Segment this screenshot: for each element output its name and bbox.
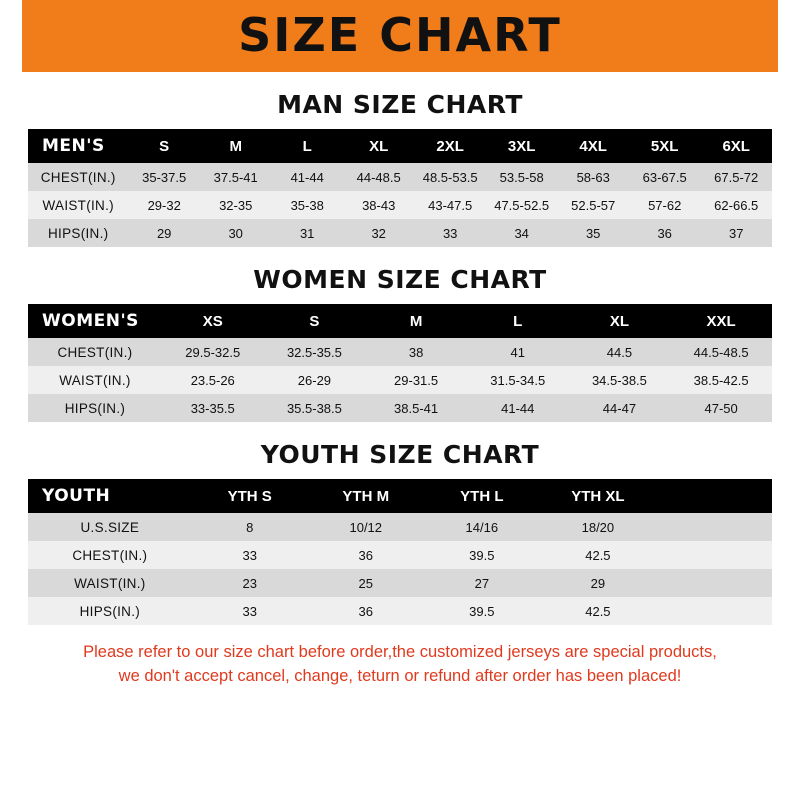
men-table-body: [28, 163, 772, 247]
women-hips-l: 41-44: [501, 400, 535, 416]
page-title: SIZE CHART: [238, 8, 562, 62]
table-header-row: [28, 304, 772, 338]
chart-content: [0, 90, 800, 689]
youth-waist-l: 27: [474, 575, 490, 591]
women-waist-l: 31.5-34.5: [490, 372, 546, 388]
women-chest-xl: 44.5: [606, 344, 633, 360]
men-waist-l: 35-38: [290, 197, 324, 213]
men-header-3xl: 3XL: [507, 137, 536, 155]
men-hips-label: HIPS(IN.): [47, 225, 109, 241]
table-row: [28, 338, 772, 366]
header-left-margin: [0, 0, 22, 72]
table-row: [28, 366, 772, 394]
women-header-xl: XL: [609, 312, 630, 330]
men-header-6xl: 6XL: [722, 137, 750, 155]
men-chest-m: 37.5-41: [213, 169, 258, 185]
youth-header-m: YTH M: [342, 487, 390, 505]
women-chest-label: CHEST(IN.): [57, 344, 133, 360]
men-chest-xl: 44-48.5: [356, 169, 401, 185]
men-section-title: MAN SIZE CHART: [277, 90, 523, 119]
men-waist-label: WAIST(IN.): [42, 197, 114, 213]
youth-hips-label: HIPS(IN.): [79, 603, 141, 619]
women-header-xxl: XXL: [706, 312, 736, 330]
men-size-table: [28, 129, 772, 247]
youth-section-title: YOUTH SIZE CHART: [260, 440, 540, 469]
youth-chest-l: 39.5: [469, 547, 495, 563]
women-hips-s: 35.5-38.5: [286, 400, 342, 416]
men-header-l: L: [302, 137, 312, 155]
youth-chest-m: 36: [358, 547, 373, 563]
youth-header-s: YTH S: [227, 487, 272, 505]
youth-table-header: [28, 479, 772, 513]
men-chest-3xl: 53.5-58: [499, 169, 544, 185]
youth-header-l: YTH L: [460, 487, 504, 505]
women-waist-s: 26-29: [297, 372, 332, 388]
women-chest-m: 38: [408, 344, 424, 360]
youth-ussize-l: 14/16: [465, 519, 499, 535]
footer-disclaimer: [28, 641, 772, 689]
youth-waist-m: 25: [358, 575, 373, 591]
youth-hips-blank: [656, 597, 772, 625]
table-row: [28, 569, 772, 597]
youth-chest-xl: 42.5: [585, 547, 611, 563]
men-waist-5xl: 57-62: [648, 197, 682, 213]
men-chest-6xl: 67.5-72: [714, 169, 759, 185]
youth-hips-s: 33: [242, 603, 257, 619]
women-table-header: [28, 304, 772, 338]
women-hips-m: 38.5-41: [394, 400, 439, 416]
women-header-s: S: [309, 312, 320, 330]
youth-chest-blank: [656, 541, 772, 569]
men-waist-6xl: 62-66.5: [714, 197, 759, 213]
youth-ussize-blank: [656, 513, 772, 541]
women-hips-xs: 33-35.5: [190, 400, 235, 416]
men-chest-l: 41-44: [290, 169, 324, 185]
women-header-xs: XS: [202, 312, 223, 330]
men-waist-s: 29-32: [147, 197, 181, 213]
table-row: [28, 163, 772, 191]
men-waist-4xl: 52.5-57: [571, 197, 616, 213]
footer-line-2: we don't accept cancel, change, teturn or refund after order has been placed!: [118, 666, 682, 685]
men-hips-l: 31: [299, 225, 315, 241]
men-table-header: [28, 129, 772, 163]
youth-chest-s: 33: [242, 547, 257, 563]
men-header-label: MEN'S: [42, 136, 105, 156]
header-right-margin: [778, 0, 800, 72]
men-chest-5xl: 63-67.5: [642, 169, 687, 185]
women-size-table: [28, 304, 772, 422]
women-header-label: WOMEN'S: [42, 311, 139, 331]
men-hips-s: 29: [156, 225, 172, 241]
men-header-m: M: [229, 137, 242, 155]
men-hips-2xl: 33: [442, 225, 458, 241]
table-row: [28, 597, 772, 625]
women-hips-xxl: 47-50: [704, 400, 738, 416]
youth-ussize-s: 8: [246, 519, 254, 535]
youth-size-table: [28, 479, 772, 625]
women-section-title: WOMEN SIZE CHART: [253, 265, 547, 294]
women-hips-xl: 44-47: [602, 400, 637, 416]
men-header-4xl: 4XL: [579, 137, 607, 155]
table-row: [28, 219, 772, 247]
men-chest-label: CHEST(IN.): [40, 169, 116, 185]
men-hips-4xl: 35: [585, 225, 601, 241]
women-chest-xs: 29.5-32.5: [185, 344, 241, 360]
men-waist-2xl: 43-47.5: [428, 197, 473, 213]
women-chest-l: 41: [510, 344, 525, 360]
youth-hips-m: 36: [358, 603, 373, 619]
table-header-row: [28, 129, 772, 163]
men-header-s: S: [159, 137, 170, 155]
men-header-2xl: 2XL: [436, 137, 464, 155]
women-chest-xxl: 44.5-48.5: [693, 344, 749, 360]
youth-ussize-xl: 18/20: [581, 519, 615, 535]
women-waist-label: WAIST(IN.): [59, 372, 131, 388]
men-hips-m: 30: [228, 225, 243, 241]
men-chest-2xl: 48.5-53.5: [422, 169, 478, 185]
men-chest-s: 35-37.5: [142, 169, 187, 185]
youth-waist-blank: [656, 569, 772, 597]
men-hips-6xl: 37: [728, 225, 744, 241]
women-header-m: M: [409, 312, 423, 330]
youth-waist-label: WAIST(IN.): [74, 575, 146, 591]
table-row: [28, 191, 772, 219]
footer-line-1: Please refer to our size chart before order,the customized jerseys are special products,: [83, 643, 717, 661]
men-hips-3xl: 34: [514, 225, 529, 241]
men-chest-4xl: 58-63: [576, 169, 610, 185]
youth-chest-label: CHEST(IN.): [72, 547, 148, 563]
women-table-body: [28, 338, 772, 422]
table-row: [28, 541, 772, 569]
women-chest-s: 32.5-35.5: [286, 344, 342, 360]
men-header-xl: XL: [369, 137, 389, 155]
youth-waist-s: 23: [242, 575, 257, 591]
men-waist-xl: 38-43: [362, 197, 396, 213]
men-header-5xl: 5XL: [650, 137, 679, 155]
men-waist-3xl: 47.5-52.5: [494, 197, 550, 213]
youth-hips-l: 39.5: [469, 603, 495, 619]
youth-header-blank: [656, 479, 772, 513]
youth-hips-xl: 42.5: [585, 603, 611, 619]
table-header-row: [28, 479, 772, 513]
youth-header-label: YOUTH: [42, 486, 111, 506]
youth-ussize-m: 10/12: [349, 519, 383, 535]
youth-waist-xl: 29: [590, 575, 606, 591]
youth-table-body: [28, 513, 772, 625]
men-hips-xl: 32: [371, 225, 386, 241]
women-waist-xl: 34.5-38.5: [591, 372, 647, 388]
women-waist-m: 29-31.5: [394, 372, 439, 388]
header-banner: [0, 0, 800, 72]
women-hips-label: HIPS(IN.): [64, 400, 126, 416]
women-waist-xxl: 38.5-42.5: [693, 372, 749, 388]
women-header-l: L: [513, 312, 523, 330]
table-row: [28, 513, 772, 541]
table-row: [28, 394, 772, 422]
women-waist-xs: 23.5-26: [190, 372, 235, 388]
men-hips-5xl: 36: [657, 225, 672, 241]
men-waist-m: 32-35: [219, 197, 253, 213]
youth-ussize-label: U.S.SIZE: [80, 519, 140, 535]
youth-header-xl: YTH XL: [571, 487, 625, 505]
